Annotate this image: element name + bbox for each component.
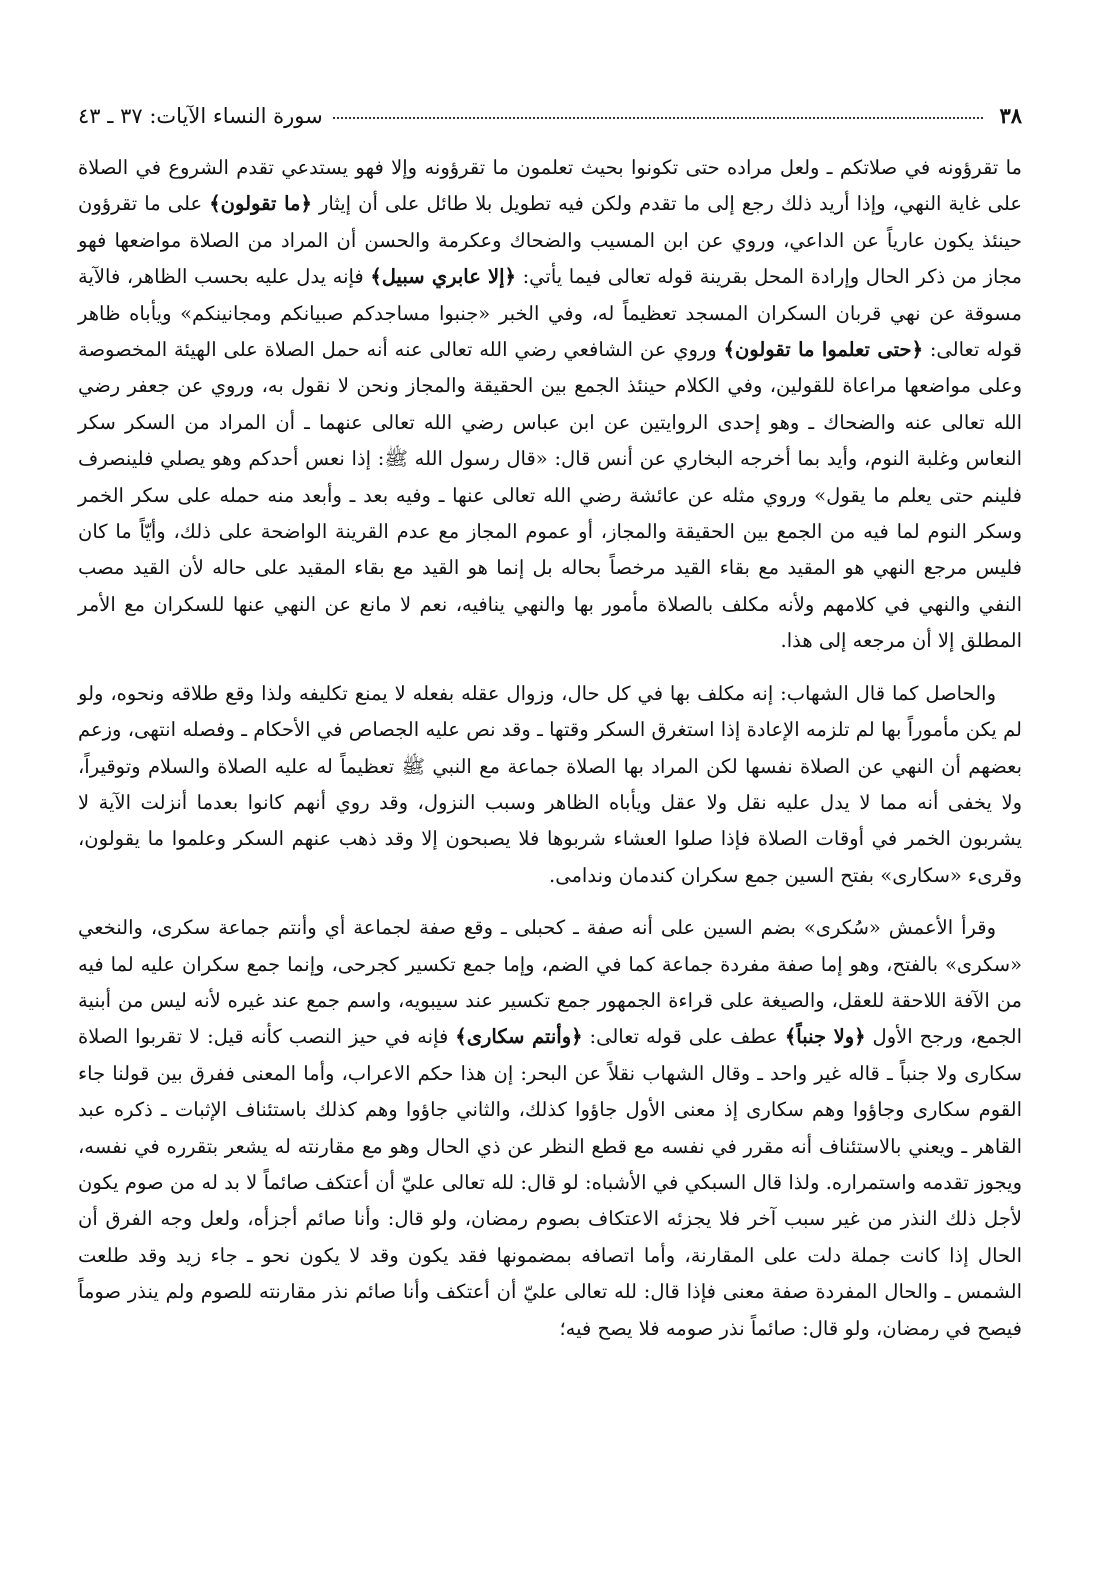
paragraph	[78, 910, 1022, 1347]
text-segment: والحاصل كما قال الشهاب: إنه مكلف بها في كل حال، وزوال عقله بفعله لا يمنع تكليفه ولذا وقع طلاقه ونحوه، ولو لم يكن مأموراً بها لم تلزمه الإعادة إذا استغرق السكر وقتها ـ وقد نص عليه الجصاص في الأحكام ـ وفصله انتهى، وزعم بعضهم أن النهي عن الصلاة نفسها لكن المراد بها الصلاة جماعة مع النبي ﷺ تعظيماً له عليه الصلاة والسلام وتوقيراً، ولا يخفى أنه مما لا يدل عليه نقل ولا عقل ويأباه الظاهر وسبب النزول، وقد روي أنهم كانوا بعدما أنزلت الآية لا يشربون الخمر في أوقات الصلاة فإذا صلوا العشاء شربوها فلا يصبحون إلا وقد ذهب عنهم السكر وعلموا ما يقولون، وقرىء «سكارى» بفتح السين جمع سكران كندمان وندامى.	[78, 681, 1022, 887]
quran-quote: ﴿وأنتم سكارى﴾	[455, 1025, 583, 1049]
running-title: سورة النساء الآيات: ٣٧ ـ ٤٣	[78, 104, 323, 128]
quran-quote: ﴿حتى تعلموا ما تقولون﴾	[723, 338, 923, 362]
text-segment: فإنه يدل عليه بحسب الظاهر، فالآية مسوقة عن نهي قربان السكران المسجد تعظيماً له، وفي الخبر «جنبوا مساجدكم صبيانكم ومجانينكم» ويأباه ظاهر قوله تعالى:	[78, 265, 1022, 362]
text-segment: وروي عن الشافعي رضي الله تعالى عنه أنه حمل الصلاة على الهيئة المخصوصة وعلى مواضعها مراعاة للقولين، وفي الكلام حينئذ الجمع بين الحقيقة والمجاز ونحن لا نقول به، وروي عن جعفر رضي الله تعالى عنه والضحاك ـ وهو إحدى الروايتين عن ابن عباس رضي الله تعالى عنهما ـ أن المراد من السكر سكر النعاس وغلبة النوم، وأيد بما أخرجه البخاري عن أنس قال: «قال رسول الله ﷺ: إذا نعس أحدكم وهو يصلي فلينصرف فلينم حتى يعلم ما يقول» وروي مثله عن عائشة رضي الله تعالى عنها ـ وفيه بعد ـ وأبعد منه حمله على سكر الخمر وسكر النوم لما فيه من الجمع بين الحقيقة والمجاز، أو عموم المجاز مع عدم القرينة الواضحة على ذلك، وأيّاً ما كان فليس مرجع النهي هو المقيد مع بقاء القيد مرخصاً بحاله بل إنما هو القيد مع بقاء المقيد على حاله لأن القيد مصب النفي والنهي في كلامهم ولأنه مكلف بالصلاة مأمور بها والنهي ينافيه، نعم لا مانع عن النهي عنها للسكران مع الأمر المطلق إلا أن مرجعه إلى هذا.	[78, 338, 1022, 653]
paragraph	[78, 676, 1022, 894]
quran-quote: ﴿ما تقولون﴾	[209, 192, 312, 216]
text-segment: على ما تقرؤون حينئذ يكون عارياً عن الداعي، وروي عن ابن المسيب والضحاك وعكرمة والحسن أن المراد من الصلاة مواضعها فهو مجاز من ذكر الحال وإرادة المحل بقرينة قوله تعالى فيما يأتي:	[78, 192, 1022, 289]
paragraph	[78, 150, 1022, 660]
text-segment: فإنه في حيز النصب كأنه قيل: لا تقربوا الصلاة سكارى ولا جنباً ـ قاله غير واحد ـ وقال الشهاب نقلاً عن البحر: إن هذا حكم الاعراب، وأما المعنى ففرق بين قولنا جاء القوم سكارى وجاؤوا وهم سكارى إذ معنى الأول جاؤوا كذلك، والثاني جاؤوا وهم كذلك باستئناف الإثبات ـ ذكره عبد القاهر ـ ويعني بالاستئناف أنه مقرر في نفسه مع قطع النظر عن ذي الحال وهو مع مقارنته له يشعر بتقرره في نفسه، ويجوز تقدمه واستمراره. ولذا قال السبكي في الأشباه: لو قال: لله تعالى عليّ أن أعتكف صائماً لا بد له من صوم يكون لأجل ذلك النذر من غير سبب آخر فلا يجزئه الاعتكاف بصوم رمضان، ولو قال: وأنا صائم أجزأه، ولعل وجه الفرق أن الحال إذا كانت جملة دلت على المقارنة، وأما اتصافه بمضمونها فقد يكون وقد لا يكون نحو ـ جاء زيد وقد طلعت الشمس ـ والحال المفردة صفة معنى فإذا قال: لله تعالى عليّ أن أعتكف وأنا صائم نذر مقارنته للصوم ولم ينذر صوماً فيصح في رمضان، ولو قال: صائماً نذر صومه فلا يصح فيه؛	[78, 1025, 1022, 1340]
header-dotted-leader	[333, 116, 984, 119]
quran-quote: ﴿إلا عابري سبيل﴾	[370, 265, 516, 289]
body-text	[78, 150, 1022, 1347]
quran-quote: ﴿ولا جنباً﴾	[784, 1025, 866, 1049]
text-segment: وقرأ الأعمش «سُكرى» بضم السين على أنه صفة ـ كحبلى ـ وقع صفة لجماعة أي وأنتم جماعة سكرى، والنخعي «سكرى» بالفتح، وهو إما صفة مفردة جماعة كما في الضم، وإما جمع تكسير كجرحى، وإنما جمع سكران عليه لما فيه من الآفة اللاحقة للعقل، والصيغة على قراءة الجمهور جمع تكسير عند سيبويه، واسم جمع عند غيره لأنه ليس من أبنية الجمع، ورجح الأول	[78, 916, 1022, 1049]
text-segment: ما تقرؤونه في صلاتكم ـ ولعل مراده حتى تكونوا بحيث تعلمون ما تقرؤونه وإلا فهو يستدعي تقدم الشروع في الصلاة على غاية النهي، وإذا أريد ذلك رجع إلى ما تقدم ولكن فيه تطويل بلا طائل على أن إيثار	[78, 156, 1023, 216]
page-header	[78, 88, 1022, 128]
page-number: ٣٨	[999, 103, 1022, 128]
text-segment: عطف على قوله تعالى:	[582, 1025, 785, 1049]
book-page	[78, 88, 1022, 1347]
